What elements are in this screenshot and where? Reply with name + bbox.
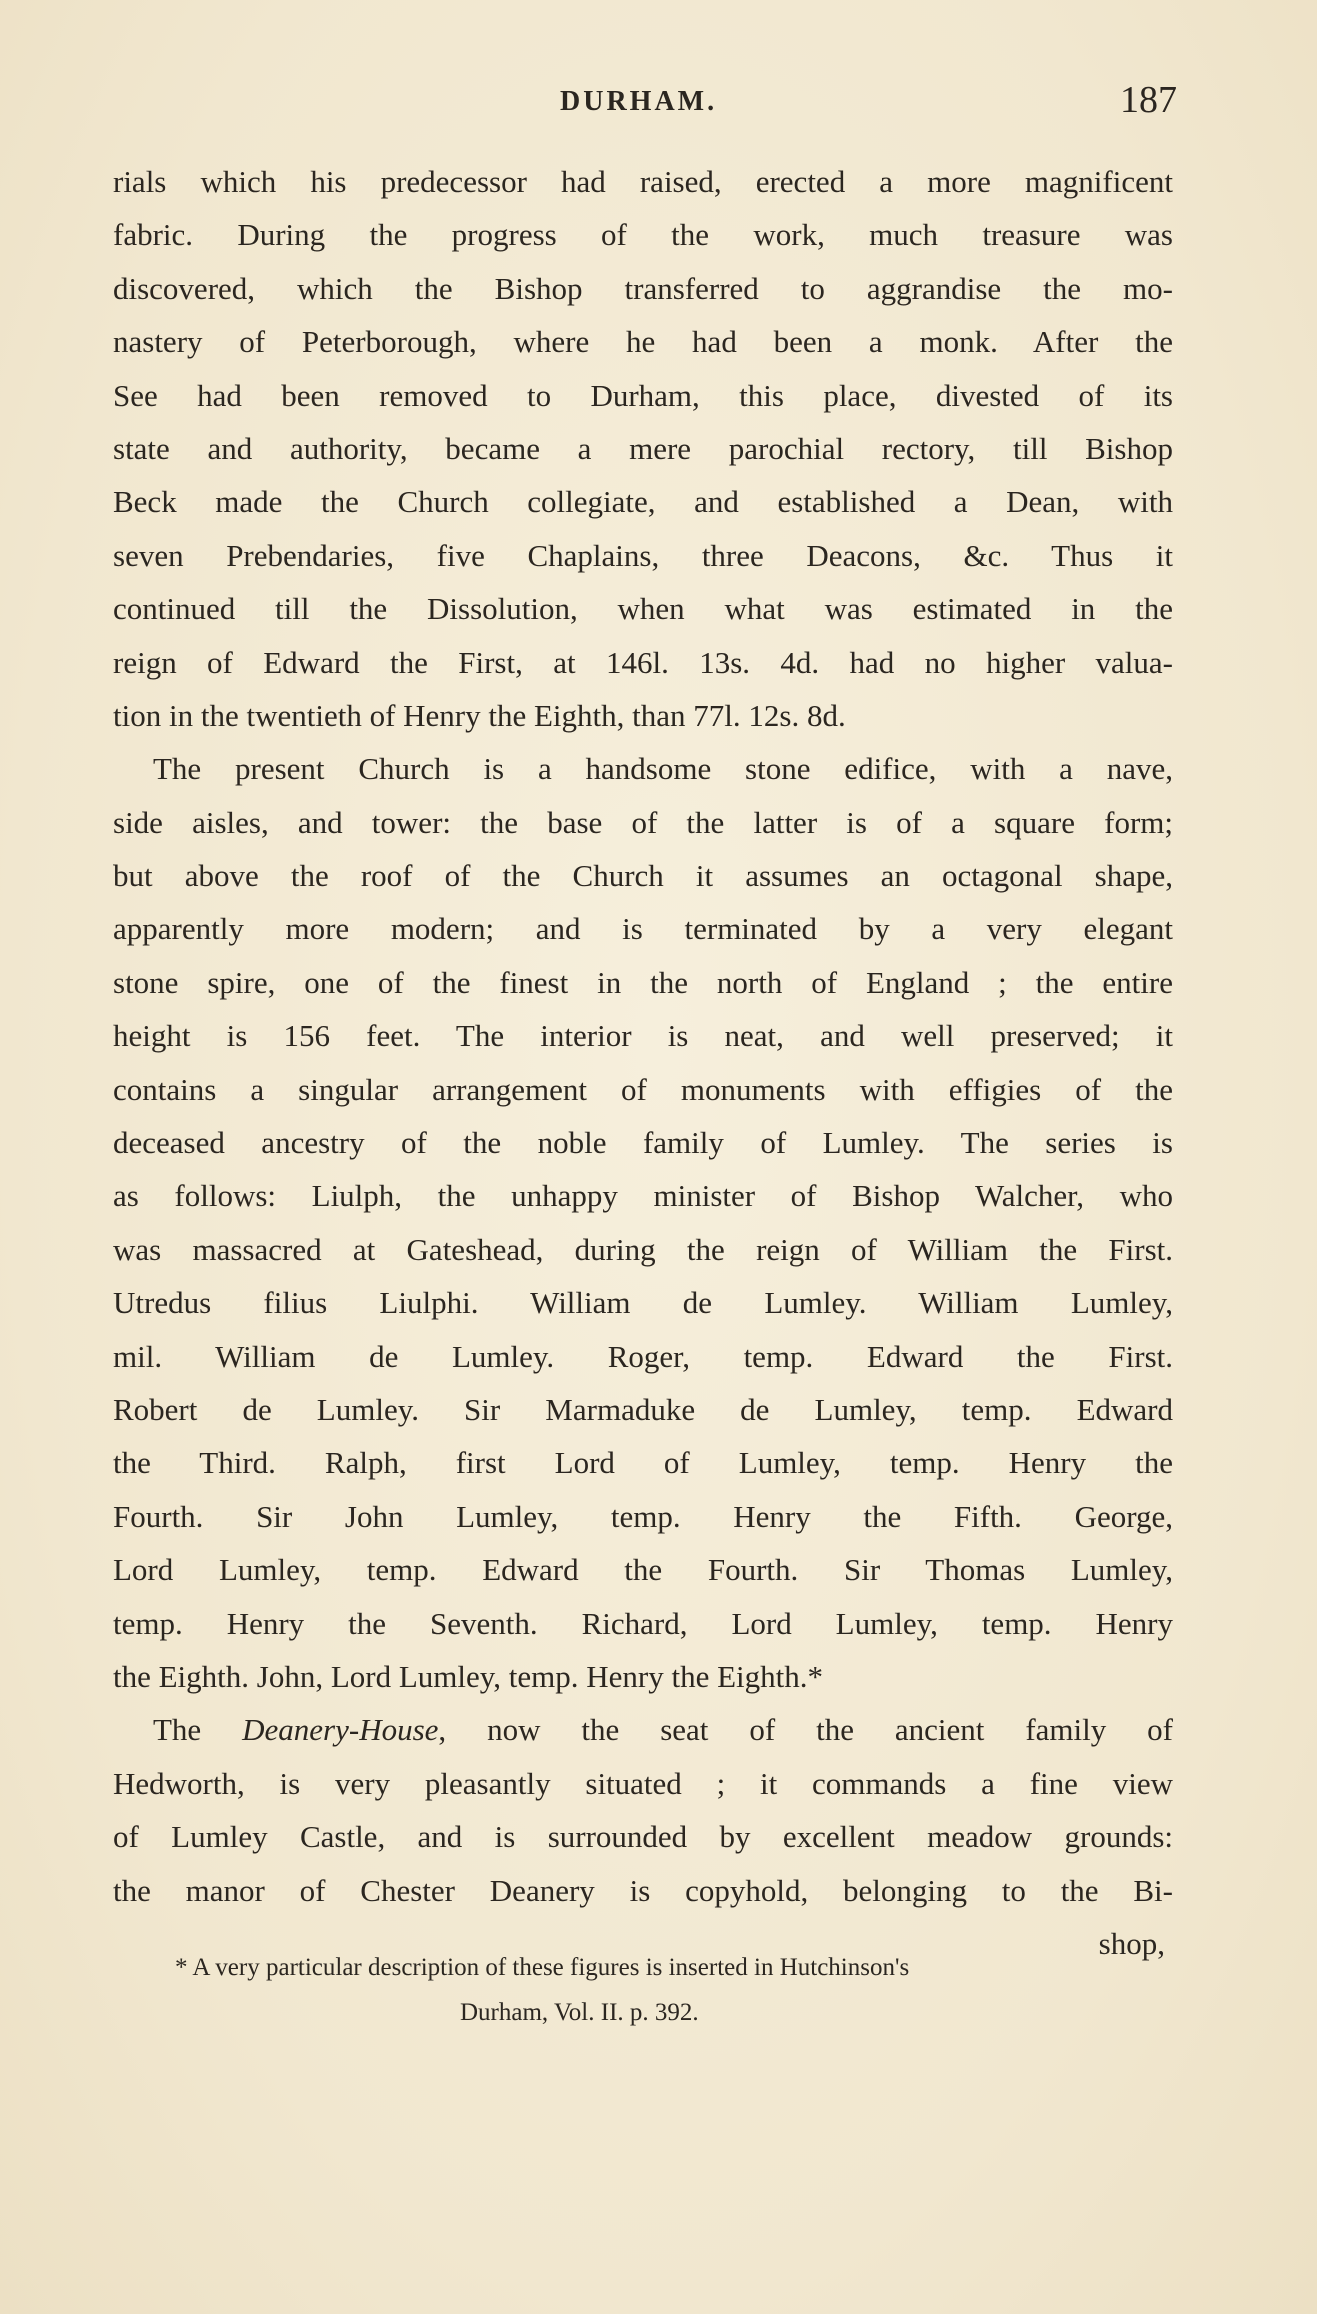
text-line: Lord Lumley, temp. Edward the Fourth. Sir Thomas Lumley, xyxy=(113,1552,1173,1588)
text-line: the Eighth. John, Lord Lumley, temp. Henry the Eighth.* xyxy=(113,1658,824,1694)
text-line: temp. Henry the Seventh. Richard, Lord Lumley, temp. Henry xyxy=(113,1605,1173,1641)
body-text xyxy=(113,155,1173,1970)
text-line: continued till the Dissolution, when what was estimated in the xyxy=(113,591,1173,627)
text-line: was massacred at Gateshead, during the reign of William the First. xyxy=(113,1231,1173,1267)
page-number: 187 xyxy=(1120,79,1177,121)
text-line: See had been removed to Durham, this place, divested of its xyxy=(113,377,1173,413)
text-line: apparently more modern; and is terminated by a very elegant xyxy=(113,911,1173,947)
catchword: shop, xyxy=(1098,1925,1165,1961)
text-line: height is 156 feet. The interior is neat, and well preserved; it xyxy=(113,1018,1173,1054)
text-line: tion in the twentieth of Henry the Eighth, than 77l. 12s. 8d. xyxy=(113,697,846,733)
text-line: the Third. Ralph, first Lord of Lumley, temp. Henry the xyxy=(113,1445,1173,1481)
text-line: Beck made the Church collegiate, and established a Dean, with xyxy=(113,484,1173,520)
text-line: deceased ancestry of the noble family of Lumley. The series is xyxy=(113,1125,1173,1161)
running-head: DURHAM. xyxy=(560,86,718,117)
text-line: state and authority, became a mere parochial rectory, till Bishop xyxy=(113,430,1173,466)
deanery-house-italic: Deanery-House xyxy=(242,1712,439,1748)
text-line: side aisles, and tower: the base of the latter is of a square form; xyxy=(113,804,1173,840)
deanery-line-before: The xyxy=(153,1712,243,1748)
footnote-line-2: Durham, Vol. II. p. 392. xyxy=(460,1999,699,2026)
text-line: seven Prebendaries, five Chaplains, three Deacons, &c. Thus it xyxy=(113,537,1173,573)
text-line: reign of Edward the First, at 146l. 13s. 4d. had no higher valua- xyxy=(113,644,1173,680)
text-line: but above the roof of the Church it assumes an octagonal shape, xyxy=(113,858,1173,894)
text-line: stone spire, one of the finest in the north of England ; the entire xyxy=(113,964,1173,1000)
text-line: Fourth. Sir John Lumley, temp. Henry the Fifth. George, xyxy=(113,1498,1173,1534)
text-line: the manor of Chester Deanery is copyhold, belonging to the Bi- xyxy=(113,1872,1173,1908)
text-line: fabric. During the progress of the work, much treasure was xyxy=(113,217,1173,253)
text-line: Utredus filius Liulphi. William de Lumley. William Lumley, xyxy=(113,1285,1173,1321)
text-line: Hedworth, is very pleasantly situated ; it commands a fine view xyxy=(113,1765,1173,1801)
footnote-line-1: * A very particular description of these figures is inserted in Hutchinson's xyxy=(175,1954,910,1981)
text-line: mil. William de Lumley. Roger, temp. Edward the First. xyxy=(113,1338,1173,1374)
deanery-line-after: , now the seat of the ancient family of xyxy=(438,1712,1173,1748)
text-line: of Lumley Castle, and is surrounded by excellent meadow grounds: xyxy=(113,1819,1173,1855)
text-line: discovered, which the Bishop transferred to aggrandise the mo- xyxy=(113,270,1173,306)
text-line: The present Church is a handsome stone edifice, with a nave, xyxy=(153,751,1173,787)
text-line: as follows: Liulph, the unhappy minister of Bishop Walcher, who xyxy=(113,1178,1173,1214)
text-line: nastery of Peterborough, where he had been a monk. After the xyxy=(113,324,1173,360)
text-line: Robert de Lumley. Sir Marmaduke de Lumley, temp. Edward xyxy=(113,1391,1173,1427)
deanery-line xyxy=(113,1703,1173,1756)
text-line: rials which his predecessor had raised, erected a more magnificent xyxy=(113,164,1173,199)
text-line: contains a singular arrangement of monuments with effigies of the xyxy=(113,1071,1173,1107)
